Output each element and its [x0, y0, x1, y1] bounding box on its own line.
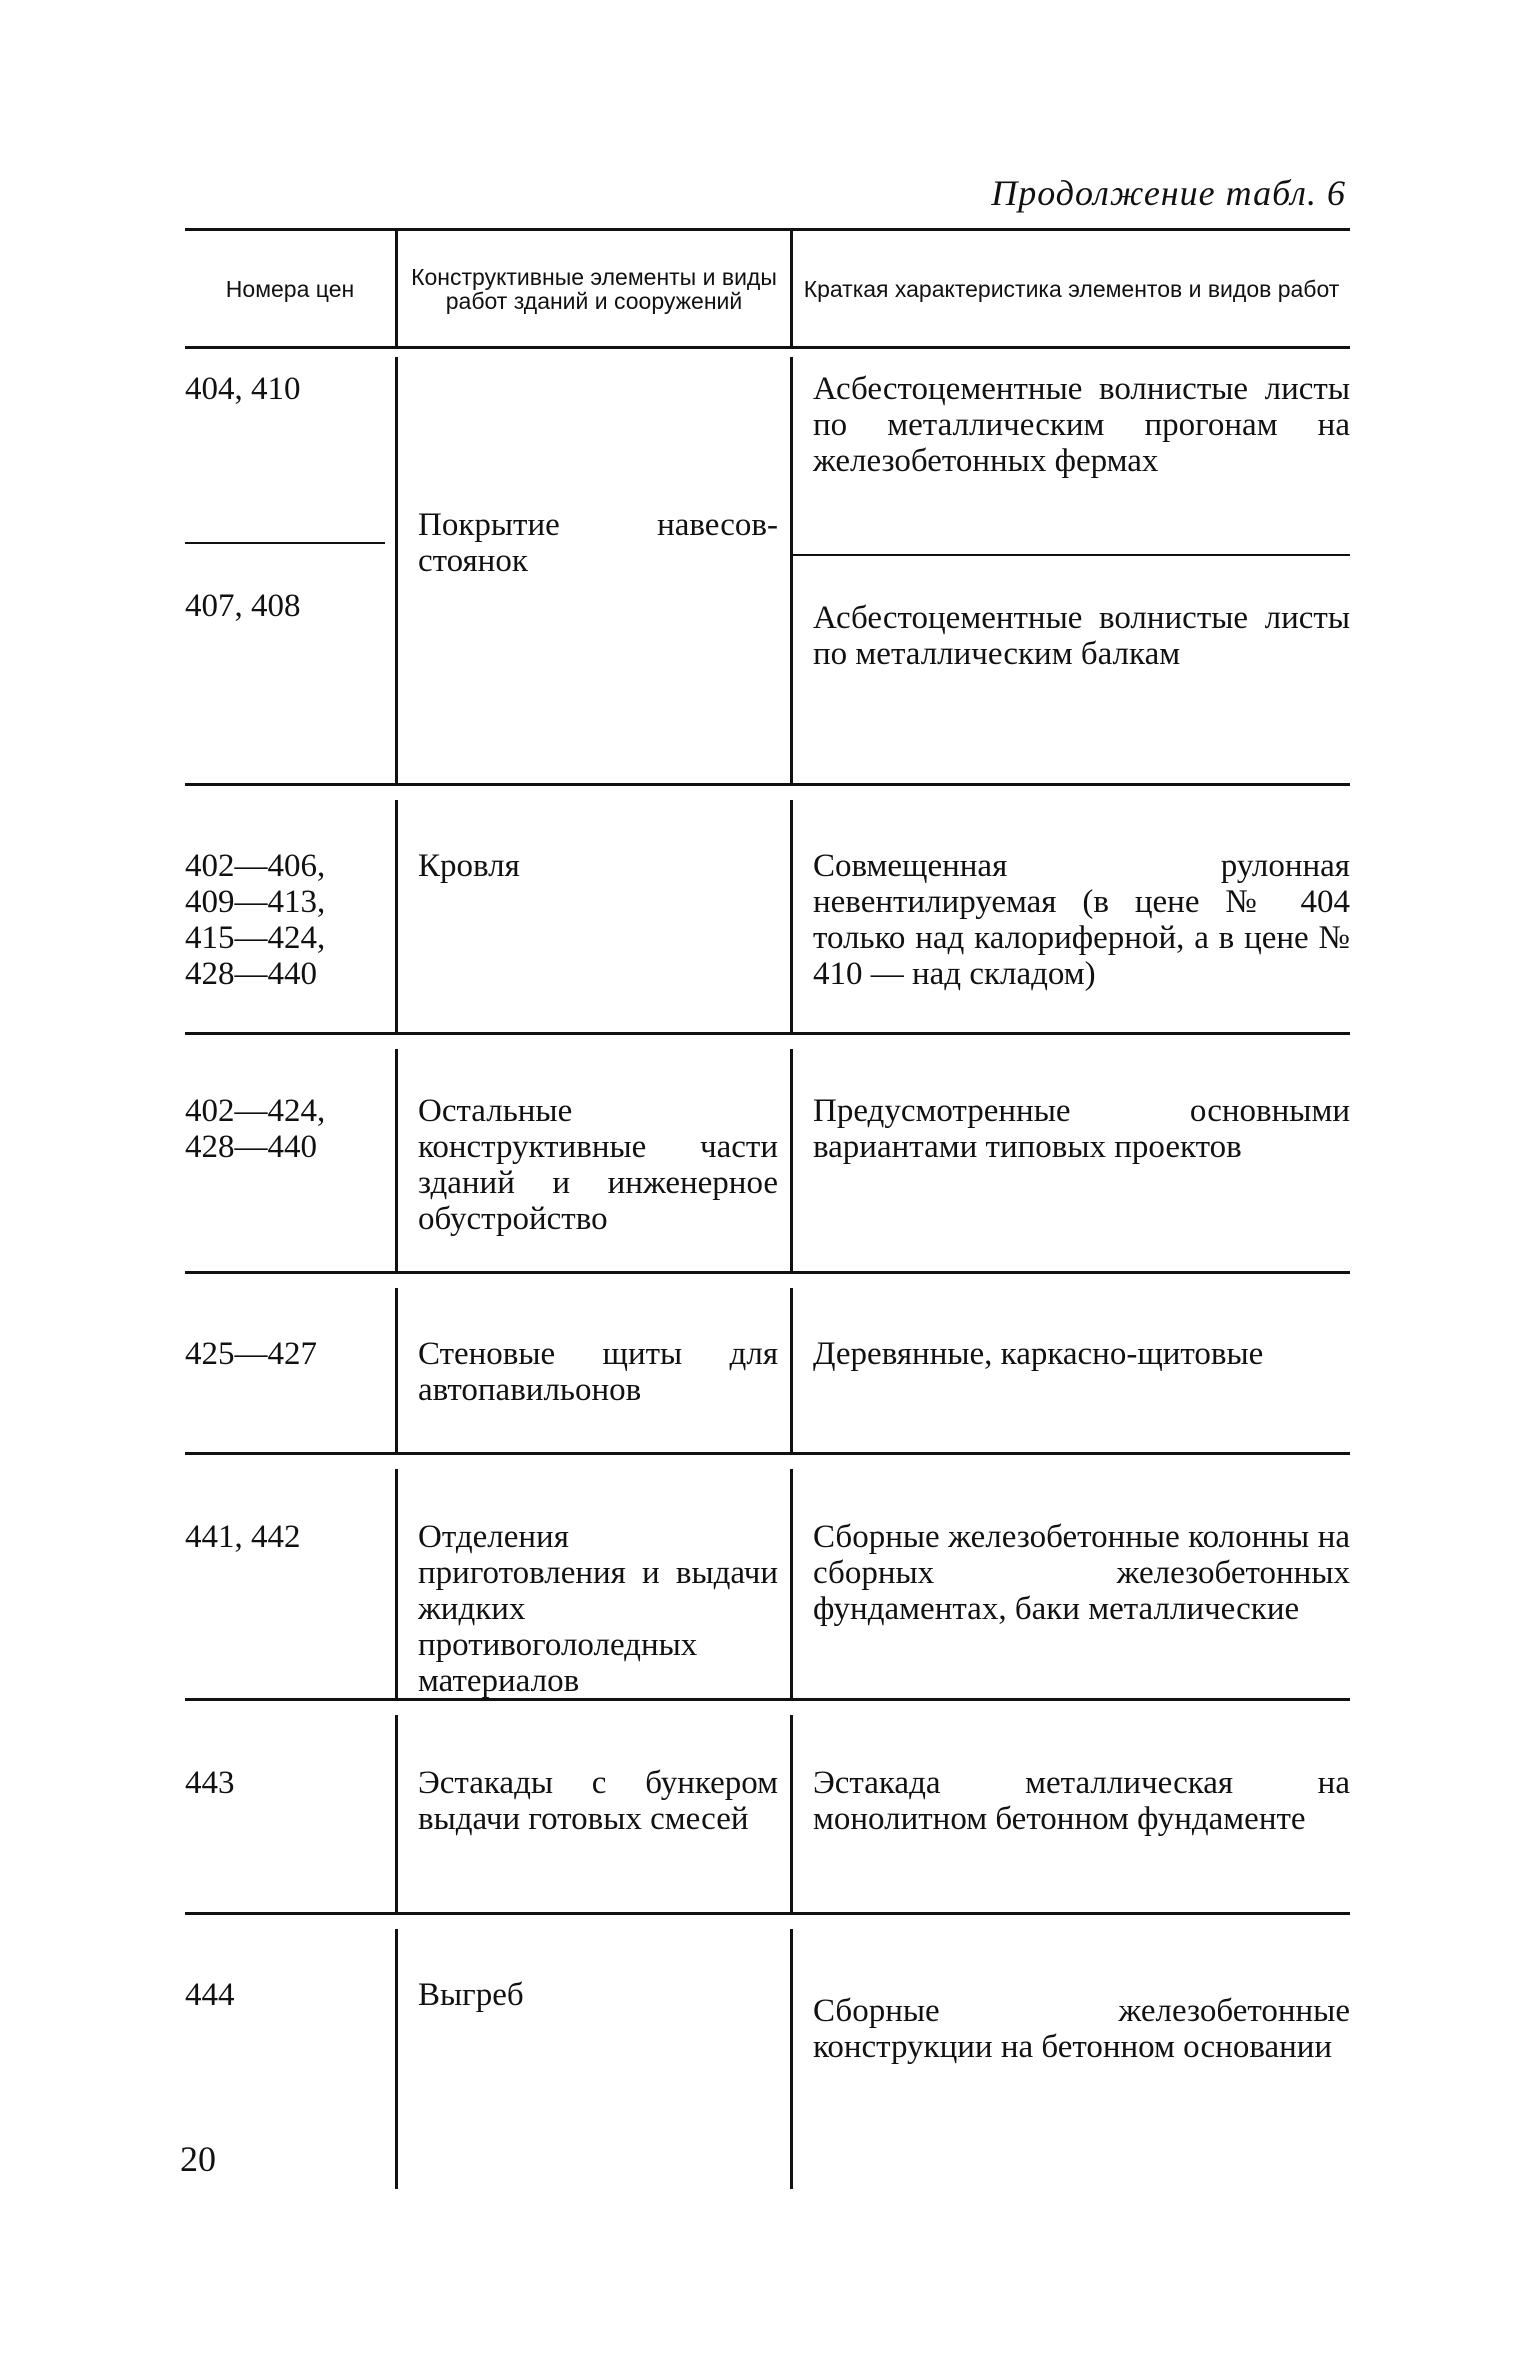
table-caption: Продолжение табл. 6: [991, 173, 1346, 213]
row-element: Кровля: [398, 800, 793, 1032]
row-price-numbers: [185, 357, 398, 783]
row-price-numbers: 441, 442: [185, 1469, 398, 1698]
row-characteristics: Сборные железобетонные колонны на сборных железобетонных фундаментах, баки металлические: [813, 1519, 1350, 1627]
row-price-numbers: 425—427: [185, 1288, 398, 1452]
row-price-numbers: 444: [185, 1929, 398, 2189]
row-characteristics: [793, 357, 1350, 783]
header-price-numbers: Номера цен: [185, 231, 398, 346]
row-element: Остальные конструктивные части зданий и инженерное обустройство: [398, 1049, 793, 1271]
row-price-numbers: 402—424, 428—440: [185, 1049, 398, 1271]
price-numbers-a: 404, 410: [185, 371, 301, 407]
table-row: [185, 1469, 1350, 1701]
row-element: Эстакады с бункером выдачи готовых смесей: [398, 1715, 793, 1912]
row-price-numbers: 402—406, 409—413, 415—424, 428—440: [185, 800, 398, 1032]
row-characteristics: Эстакада металлическая на монолитном бетонном фундаменте: [813, 1765, 1350, 1837]
header-elements: Конструктивные элементы и виды работ зданий и сооружений: [398, 231, 793, 346]
row-element: Выгреб: [398, 1929, 793, 2189]
table-header: [185, 231, 1350, 349]
page-number: 20: [180, 2139, 216, 2179]
table-row: [185, 1049, 1350, 1274]
price-table: [185, 228, 1350, 2189]
row-element: Стеновые щиты для автопавильонов: [398, 1288, 793, 1452]
table-row: [185, 1929, 1350, 2189]
characteristics-a: Асбестоцементные волнистые листы по металлическим прогонам на железобетонных фермах: [813, 371, 1350, 479]
table-row: [185, 357, 1350, 786]
row-characteristics: Деревянные, каркасно-щитовые: [813, 1336, 1264, 1372]
price-numbers-b: 407, 408: [185, 588, 301, 624]
row-characteristics: Сборные железобетонные конструкции на бетонном основании: [813, 1993, 1350, 2065]
characteristics-b: Асбестоцементные волнистые листы по металлическим балкам: [813, 600, 1350, 672]
header-characteristics: Краткая характеристика элементов и видов работ: [803, 275, 1340, 302]
row-price-numbers: 443: [185, 1715, 398, 1912]
table-row: [185, 800, 1350, 1035]
row-characteristics: Совмещенная рулонная невентилируемая (в цене № 404 только над калориферной, а в цене № 410 — над складом): [813, 848, 1350, 992]
row-element: Отделения приготовления и выдачи жидких противогололедных материалов: [398, 1469, 793, 1698]
row-element: Покрытие навесов-стоянок: [398, 357, 793, 783]
table-row: [185, 1288, 1350, 1455]
row-characteristics: Предусмотренные основными вариантами типовых проектов: [813, 1093, 1350, 1165]
table-row: [185, 1715, 1350, 1915]
